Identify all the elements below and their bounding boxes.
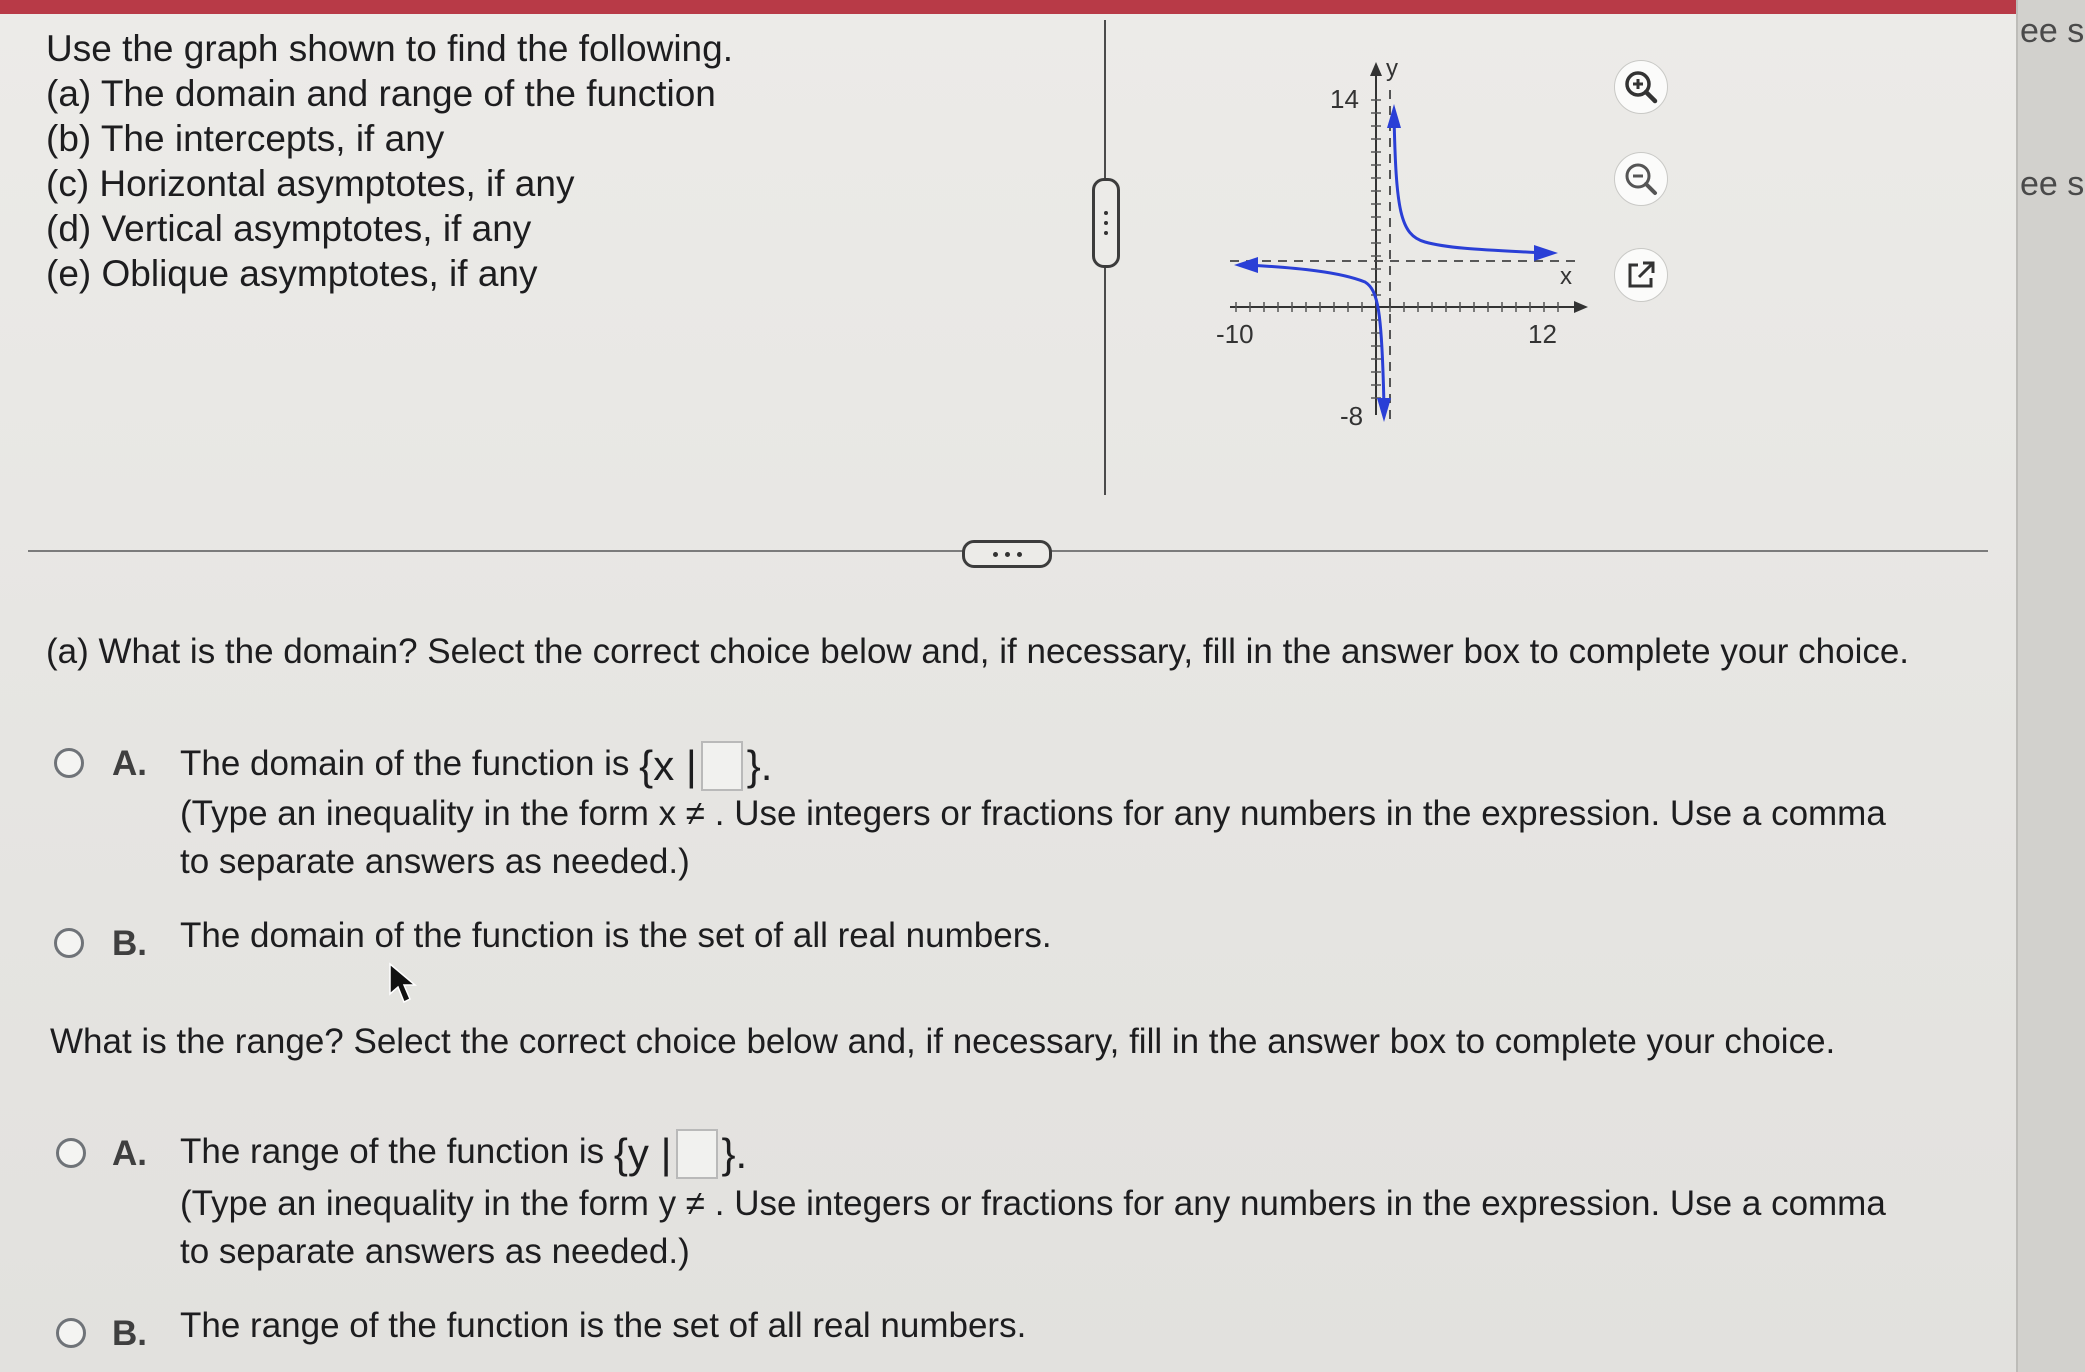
domain-set-open: {x | bbox=[639, 741, 697, 789]
range-prompt: What is the range? Select the correct choice below and, if necessary, fill in the answer box to complete your choice. bbox=[50, 1022, 1836, 1061]
instruction-line: (a) The domain and range of the function bbox=[46, 73, 716, 114]
domain-option-a-text: The domain of the function is bbox=[180, 744, 630, 783]
range-option-b-letter: B. bbox=[112, 1314, 147, 1353]
y-axis-arrow bbox=[1370, 62, 1382, 76]
popout-button[interactable] bbox=[1614, 248, 1668, 302]
y-axis-label: y bbox=[1386, 55, 1398, 82]
y-min-label: -8 bbox=[1340, 401, 1364, 431]
curve-arrow-up bbox=[1387, 104, 1401, 128]
zoom-in-button[interactable] bbox=[1614, 60, 1668, 114]
domain-answer-box[interactable] bbox=[701, 741, 743, 791]
x-max-label: 12 bbox=[1528, 319, 1557, 349]
domain-prompt: (a) What is the domain? Select the correct choice below and, if necessary, fill in the answer box to complete your choice. bbox=[46, 632, 1910, 671]
curve-arrow-down bbox=[1377, 398, 1391, 422]
domain-set-close: }. bbox=[746, 741, 773, 789]
range-hint-line-1: (Type an inequality in the form y ≠ . Use integers or fractions for any numbers in the expression. Use a comma bbox=[180, 1184, 1886, 1223]
external-link-icon bbox=[1623, 257, 1659, 293]
instruction-line: Use the graph shown to find the following. bbox=[46, 28, 733, 69]
instruction-line: (d) Vertical asymptotes, if any bbox=[46, 208, 532, 249]
zoom-out-icon bbox=[1621, 159, 1661, 199]
range-answer-box[interactable] bbox=[676, 1129, 718, 1179]
range-option-a bbox=[180, 1128, 747, 1179]
range-set-close: }. bbox=[721, 1129, 748, 1177]
range-option-b-radio[interactable] bbox=[56, 1318, 86, 1348]
zoom-out-button[interactable] bbox=[1614, 152, 1668, 206]
curve-right-branch bbox=[1394, 115, 1545, 253]
function-graph bbox=[1210, 50, 1600, 440]
domain-option-b-letter: B. bbox=[112, 924, 147, 963]
instruction-line: (b) The intercepts, if any bbox=[46, 118, 445, 159]
x-axis-label: x bbox=[1560, 263, 1572, 290]
instruction-line: (e) Oblique asymptotes, if any bbox=[46, 253, 538, 294]
curve-arrow-right bbox=[1534, 245, 1558, 261]
instructions bbox=[46, 26, 733, 296]
domain-option-a bbox=[180, 740, 772, 791]
top-accent-bar bbox=[0, 0, 2020, 14]
zoom-in-icon bbox=[1621, 67, 1661, 107]
horizontal-resize-handle[interactable] bbox=[962, 540, 1052, 568]
range-option-a-radio[interactable] bbox=[56, 1138, 86, 1168]
domain-option-b-radio[interactable] bbox=[54, 928, 84, 958]
side-panel bbox=[2016, 0, 2085, 1372]
range-option-a-text: The range of the function is bbox=[180, 1132, 605, 1171]
vertical-resize-handle[interactable] bbox=[1092, 178, 1120, 268]
domain-option-a-letter: A. bbox=[112, 744, 147, 783]
range-hint-line-2: to separate answers as needed.) bbox=[180, 1232, 690, 1271]
side-snippet-2: ee s bbox=[2020, 165, 2085, 203]
side-snippet-1: ee s bbox=[2020, 12, 2085, 50]
range-option-b-text: The range of the function is the set of all real numbers. bbox=[180, 1306, 1027, 1345]
domain-option-a-radio[interactable] bbox=[54, 748, 84, 778]
curve-left-branch bbox=[1248, 265, 1384, 408]
curve-arrow-left bbox=[1234, 257, 1258, 273]
range-option-a-letter: A. bbox=[112, 1134, 147, 1173]
mouse-cursor-icon bbox=[388, 962, 418, 1006]
x-axis-arrow bbox=[1574, 301, 1588, 313]
instruction-line: (c) Horizontal asymptotes, if any bbox=[46, 163, 575, 204]
range-set-open: {y | bbox=[613, 1129, 672, 1177]
domain-hint-line-2: to separate answers as needed.) bbox=[180, 842, 690, 881]
x-min-label: -10 bbox=[1216, 319, 1254, 349]
y-max-label: 14 bbox=[1330, 84, 1359, 114]
domain-option-b-text: The domain of the function is the set of all real numbers. bbox=[180, 916, 1052, 955]
domain-hint-line-1: (Type an inequality in the form x ≠ . Use integers or fractions for any numbers in the expression. Use a comma bbox=[180, 794, 1886, 833]
